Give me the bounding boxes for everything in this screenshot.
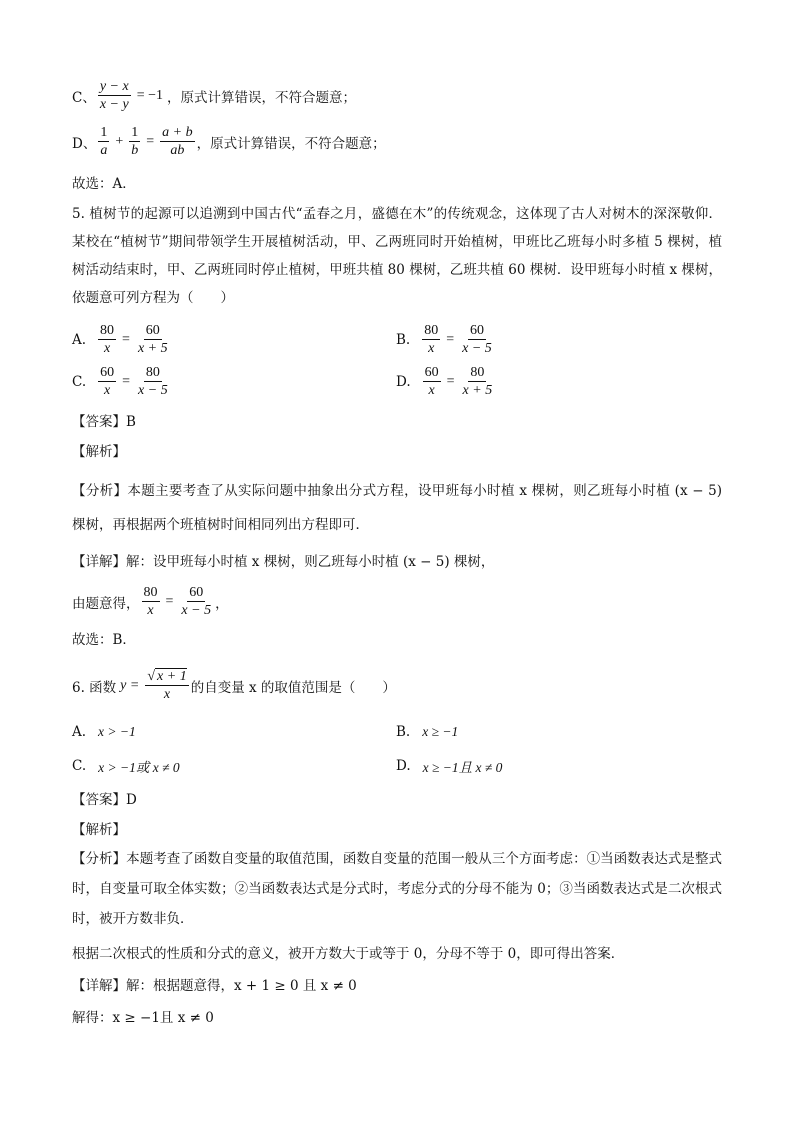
q6-suffix: 的自变量 x 的取值范围是（ ） bbox=[190, 679, 396, 696]
q5-answer: 【答案】B bbox=[72, 414, 136, 430]
fraction-numerator: 1 bbox=[100, 125, 108, 140]
right-fraction: $\frac{60}{x + 5}$ bbox=[137, 323, 168, 356]
q5-option-b: B. $\frac{80}{x}$ = $\frac{60}{x - 5}$ bbox=[396, 323, 492, 356]
q5-detail: 【详解】解：设甲班每小时植 x 棵树，则乙班每小时植 (x − 5) 棵树， bbox=[72, 554, 495, 570]
q6-fraction bbox=[145, 668, 188, 703]
q6-analysis-2: 根据二次根式的性质和分式的意义，被开方数大于或等于 0，分母不等于 0，即可得出答案． bbox=[72, 946, 625, 962]
q6-option-b: B. x ≥ −1 bbox=[396, 724, 459, 740]
option-c-label: C、 bbox=[72, 89, 96, 106]
q6-denominator: x bbox=[163, 687, 171, 702]
option-c-line bbox=[72, 78, 356, 113]
eq-left-fraction: $\frac{80}{x}$ bbox=[143, 585, 158, 618]
q6-answer: 【答案】D bbox=[72, 792, 137, 808]
left-fraction: $\frac{80}{x}$ bbox=[424, 323, 439, 356]
left-fraction: $\frac{60}{x}$ bbox=[424, 365, 439, 398]
q5-option-c: C. $\frac{60}{x}$ = $\frac{80}{x - 5}$ bbox=[72, 365, 168, 398]
option-label: D. bbox=[396, 373, 411, 390]
fraction-denominator: ab bbox=[170, 143, 185, 158]
q5-choose: 故选：B． bbox=[72, 632, 136, 648]
fraction-denominator: a bbox=[100, 143, 108, 158]
left-fraction: $\frac{60}{x}$ bbox=[100, 365, 115, 398]
q5-analysis: 【分析】本题主要考查了从实际问题中抽象出分式方程，设甲班每小时植 x 棵树，则乙班每小时植 (x − 5) 棵树，再根据两个班植树时间相同列出方程即可． bbox=[72, 483, 722, 533]
q6-solve: 解得：x ≥ −1且 x ≠ 0 bbox=[72, 1010, 214, 1026]
option-label: C. bbox=[72, 373, 87, 390]
option-c-fraction bbox=[98, 78, 131, 113]
q6-option-c: C. x > −1或 x ≠ 0 bbox=[72, 758, 180, 775]
fraction-numerator: a + b bbox=[162, 125, 193, 140]
fraction-numerator: y − x bbox=[99, 79, 129, 94]
q6-option-d: D. x ≥ −1且 x ≠ 0 bbox=[396, 758, 503, 775]
option-d-fraction-3 bbox=[160, 124, 194, 159]
q6-analysis-tag: 【解析】 bbox=[72, 822, 126, 838]
equals-sign: = bbox=[146, 133, 155, 149]
by-meaning-label: 由题意得， bbox=[72, 595, 140, 612]
plus-sign: + bbox=[115, 133, 124, 149]
fraction-numerator: 1 bbox=[131, 125, 139, 140]
q5-analysis-tag: 【解析】 bbox=[72, 444, 126, 460]
option-c-text: ，原式计算错误，不符合题意； bbox=[167, 89, 357, 106]
choose-a: 故选：A． bbox=[72, 176, 136, 192]
option-d-fraction-1 bbox=[98, 124, 109, 159]
q5-equation-line: 由题意得， $\frac{80}{x}$ = $\frac{60}{x - 5}$ ， bbox=[72, 585, 229, 618]
question-5-text: 5. 植树节的起源可以追溯到中国古代“孟春之月，盛德在木”的传统观念，这体现了古人对树木的深深敬仰．某校在“植树节”期间带领学生开展植树活动，甲、乙两班同时开始植树，甲班比乙班每小时多植 5 棵树，植树活动结束时，甲、乙两班同时停止植树，甲班共植 80 棵树，乙班共植 60 棵树．设甲班每小时植 x 棵树，依题意可列方程为（ ） bbox=[72, 206, 722, 306]
option-label: A. bbox=[72, 331, 87, 348]
fraction-denominator: b bbox=[131, 143, 139, 158]
right-fraction: $\frac{60}{x - 5}$ bbox=[462, 323, 492, 356]
q6-sqrt-numerator: √ x + 1 bbox=[147, 669, 187, 684]
option-d-text: ，原式计算错误，不符合题意； bbox=[196, 135, 386, 152]
option-d-label: D、 bbox=[72, 135, 97, 152]
q5-option-a: A. $\frac{80}{x}$ = $\frac{60}{x + 5}$ bbox=[72, 323, 168, 356]
option-label: B. bbox=[396, 331, 411, 348]
option-c-rhs: = −1 bbox=[136, 87, 164, 103]
question-6-line bbox=[72, 668, 396, 703]
fraction-denominator: x − y bbox=[99, 97, 129, 112]
eq-right-fraction: $\frac{60}{x - 5}$ bbox=[181, 585, 212, 618]
q6-detail: 【详解】解：根据题意得，x + 1 ≥ 0 且 x ≠ 0 bbox=[72, 978, 357, 994]
q6-function-y: y = bbox=[120, 677, 140, 693]
option-d-fraction-2 bbox=[129, 124, 140, 159]
right-fraction: $\frac{80}{x + 5}$ bbox=[462, 365, 493, 398]
left-fraction: $\frac{80}{x}$ bbox=[100, 323, 115, 356]
q6-analysis: 【分析】本题考查了函数自变量的取值范围，函数自变量的范围一般从三个方面考虑：①当函数表达式是整式时，自变量可取全体实数；②当函数表达式是分式时，考虑分式的分母不能为 0；③当函数表达式是二次根式时，被开方数非负． bbox=[72, 851, 722, 927]
q6-option-a: A. x > −1 bbox=[72, 724, 136, 740]
q5-option-d: D. $\frac{60}{x}$ = $\frac{80}{x + 5}$ bbox=[396, 365, 493, 398]
q6-prefix: 6. 函数 bbox=[72, 679, 117, 696]
right-fraction: $\frac{80}{x - 5}$ bbox=[138, 365, 168, 398]
option-d-line bbox=[72, 124, 386, 159]
